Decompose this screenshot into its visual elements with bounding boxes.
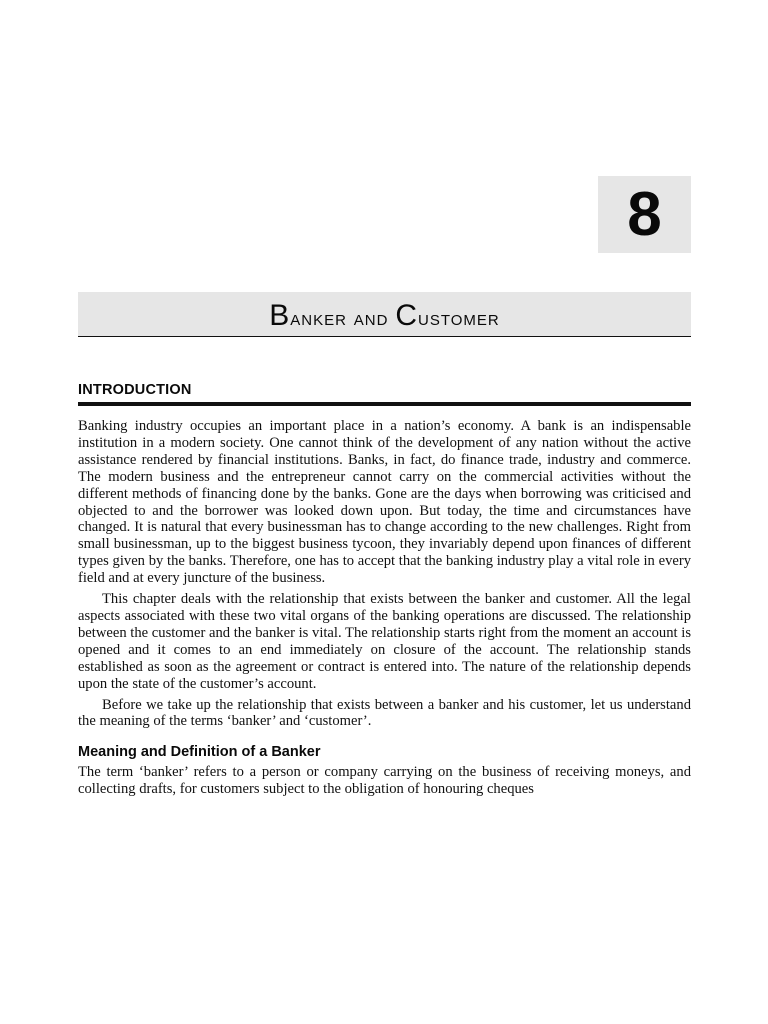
banker-definition-paragraph: The term ‘banker’ refers to a person or company carrying on the business of receiving moneys, and collecting drafts, for customers subject to the obligation of honouring cheques [78, 764, 691, 798]
chapter-title-band [78, 292, 691, 337]
body-text [78, 418, 691, 802]
chapter-title [269, 299, 499, 333]
title-initial-b: B [269, 299, 291, 332]
title-word-customer: ustomer [417, 307, 500, 330]
title-initial-c: C [395, 299, 418, 332]
section-heading-introduction: INTRODUCTION [78, 382, 691, 406]
subsection-heading: Meaning and Definition of a Banker [78, 744, 321, 761]
intro-paragraph-3: Before we take up the relationship that exists between a banker and his customer, let us understand the meaning of the terms ‘banker’ and ‘customer’. [78, 696, 691, 730]
title-word-banker: anker [290, 307, 347, 330]
intro-paragraph-2: This chapter deals with the relationship that exists between the banker and customer. All the legal aspects associated with these two vital organs of the banking operations are discussed. The relationship between the customer and the banker is vital. The relationship starts right from the moment an account is opened and it comes to an end immediately on closure of the account. The relationship stands established as soon as the agreement or contract is entered into. The nature of the relationship depends upon the state of the customer’s account. [78, 591, 691, 692]
intro-paragraph-1: Banking industry occupies an important place in a nation’s economy. A bank is an indispensable institution in a modern society. One cannot think of the development of any nation without the active assistance rendered by financial institutions. Banks, in fact, do finance trade, industry and commerce. The modern business and the entrepreneur cannot carry on the commercial activities without the different methods of financing done by the banks. Gone are the days when borrowing was criticised and objected to and the borrower was looked down upon. But today, the time and circumstances have changed. It is natural that every businessman has to change according to the new challenges. Right from small businessman, up to the biggest business tycoon, they invariably depend upon finances of different types given by the banks. Therefore, one has to accept that the banking industry play a vital role in every field and at every juncture of the business. [78, 418, 691, 587]
title-word-and: and [346, 307, 396, 330]
chapter-number: 8 [598, 176, 691, 253]
